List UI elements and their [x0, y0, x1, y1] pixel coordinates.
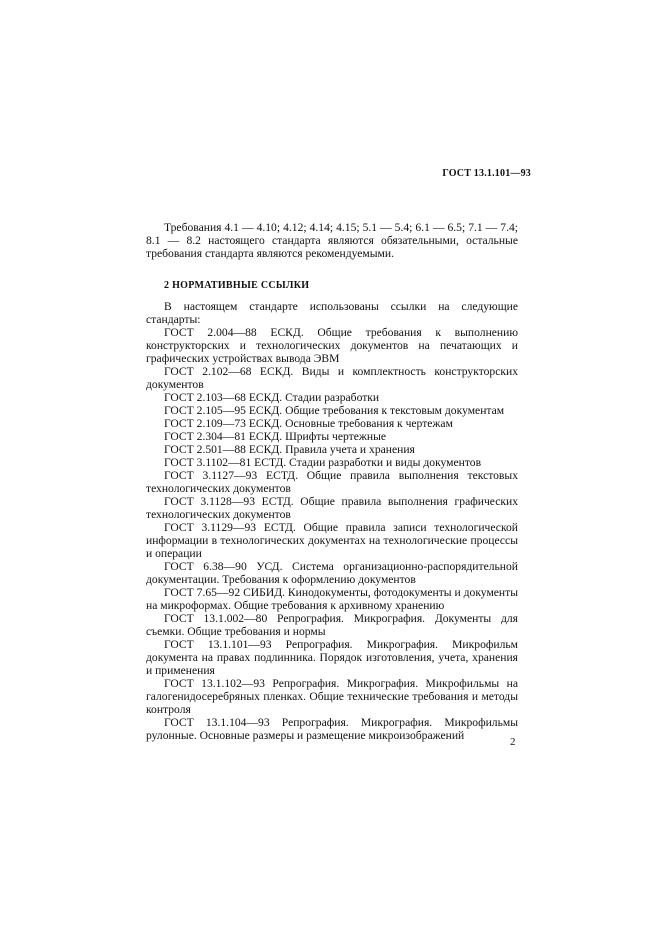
reference-item: ГОСТ 3.1127—93 ЕСТД. Общие правила выполнения текстовых технологических документов	[146, 469, 518, 495]
reference-item: ГОСТ 2.109—73 ЕСКД. Основные требования к чертежам	[164, 417, 453, 430]
reference-item: ГОСТ 13.1.104—93 Репрография. Микрография. Микрофильмы рулонные. Основные размеры и размещение микроизображений	[146, 716, 518, 742]
reference-item: ГОСТ 2.105—95 ЕСКД. Общие требования к текстовым документам	[164, 404, 505, 417]
intro-section	[146, 221, 518, 260]
reference-item: ГОСТ 2.103—68 ЕСКД. Стадии разработки	[164, 391, 380, 404]
document-code-header: ГОСТ 13.1.101—93	[442, 168, 531, 179]
references-lead: В настоящем стандарте использованы ссылки на следующие стандарты:	[146, 300, 518, 326]
intro-paragraph: Требования 4.1 — 4.10; 4.12; 4.14; 4.15; 5.1 — 5.4; 6.1 — 6.5; 7.1 — 7.4; 8.1 — 8.2 настоящего стандарта являются обязательными, остальные требования стандарта являются рекомендуемыми.	[146, 221, 518, 260]
reference-item: ГОСТ 2.304—81 ЕСКД. Шрифты чертежные	[164, 430, 387, 443]
section-title: 2 НОРМАТИВНЫЕ ССЫЛКИ	[164, 280, 310, 291]
reference-item: ГОСТ 13.1.002—80 Репрография. Микрография. Документы для съемки. Общие требования и нормы	[146, 612, 518, 638]
reference-item: ГОСТ 3.1102—81 ЕСТД. Стадии разработки и виды документов	[164, 456, 482, 469]
reference-item: ГОСТ 2.102—68 ЕСКД. Виды и комплектность конструкторских документов	[146, 365, 518, 391]
reference-item: ГОСТ 2.004—88 ЕСКД. Общие требования к выполнению конструкторских и технологических документов на печатающих и графических устройствах вывода ЭВМ	[146, 326, 518, 365]
page-number: 2	[510, 736, 516, 748]
reference-item: ГОСТ 3.1129—93 ЕСТД. Общие правила записи технологической информации в технологических документах на технологические процессы и операции	[146, 521, 518, 560]
reference-item: ГОСТ 6.38—90 УСД. Система организационно-распорядительной документации. Требования к оформлению документов	[146, 560, 518, 586]
reference-item: ГОСТ 13.1.101—93 Репрография. Микрография. Микрофильм документа на правах подлинника. Порядок изготовления, учета, хранения и применения	[146, 638, 518, 677]
reference-item: ГОСТ 2.501—88 ЕСКД. Правила учета и хранения	[164, 443, 415, 456]
references-section	[146, 300, 518, 742]
reference-item: ГОСТ 13.1.102—93 Репрография. Микрография. Микрофильмы на галогенидосеребряных пленках. Общие технические требования и методы контроля	[146, 677, 518, 716]
reference-item: ГОСТ 3.1128—93 ЕСТД. Общие правила выполнения графических технологических документов	[146, 495, 518, 521]
reference-item: ГОСТ 7.65—92 СИБИД. Кинодокументы, фотодокументы и документы на микроформах. Общие требования к архивному хранению	[146, 586, 518, 612]
